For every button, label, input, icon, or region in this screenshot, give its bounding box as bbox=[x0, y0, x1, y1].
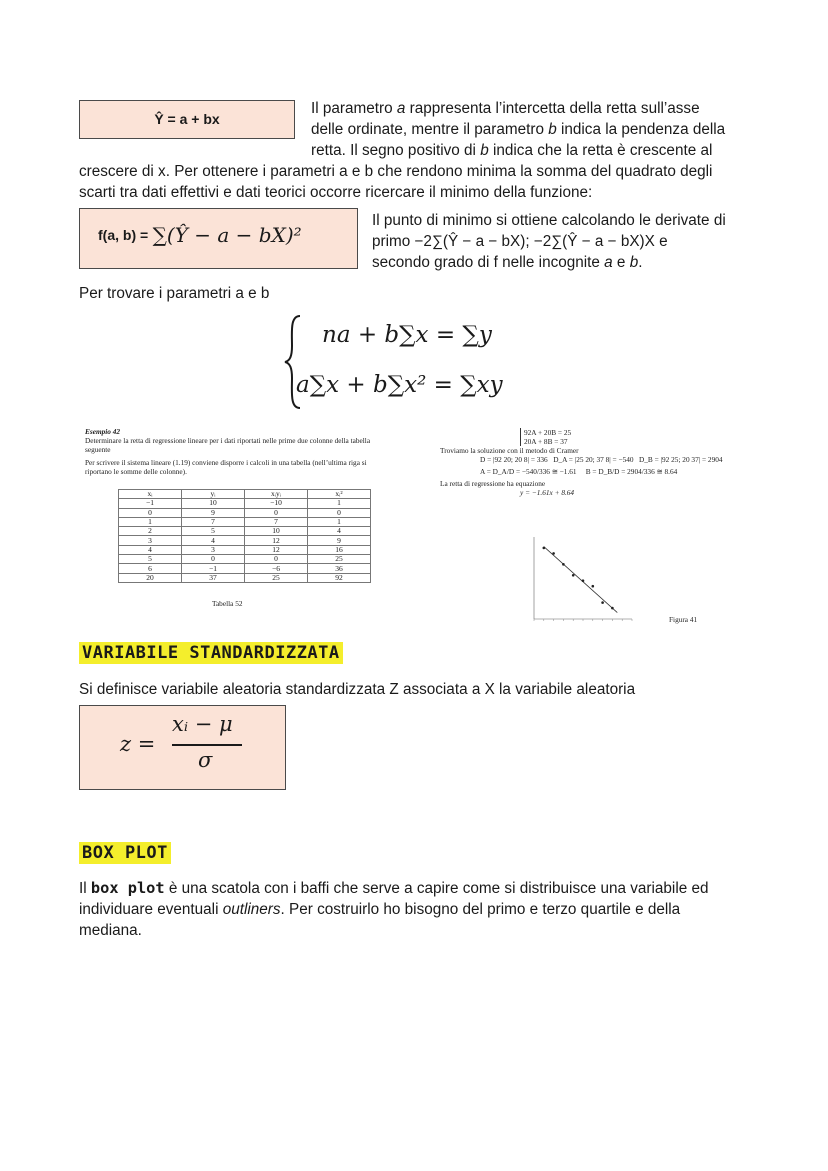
table-header: yᵢ bbox=[182, 490, 245, 499]
regression-formula: Ŷ = a + bx bbox=[154, 111, 220, 127]
function-label: f(a, b) = bbox=[98, 227, 149, 243]
table-cell: 16 bbox=[308, 545, 371, 554]
det-d: D = |92 20; 20 8| = 336 bbox=[480, 455, 548, 464]
data-point bbox=[611, 607, 614, 610]
p1-line-3: retta. Il segno positivo di b indica che la retta è crescente al bbox=[311, 142, 713, 159]
table-header: xᵢ² bbox=[308, 490, 371, 499]
solution-a: A = D_A/D = −540/336 ≅ −1.61 bbox=[480, 467, 577, 476]
table-cell: 4 bbox=[119, 545, 182, 554]
table-row bbox=[119, 564, 371, 573]
table-cell: 25 bbox=[308, 555, 371, 564]
data-point bbox=[572, 574, 575, 577]
z-denominator: σ bbox=[198, 748, 213, 772]
table-cell: −1 bbox=[119, 499, 182, 508]
example-system-2: 20A + 8B = 37 bbox=[524, 437, 568, 446]
data-point bbox=[601, 601, 604, 604]
table-cell: 12 bbox=[245, 536, 308, 545]
table-caption: Tabella 52 bbox=[212, 599, 243, 608]
table-row bbox=[119, 527, 371, 536]
table-cell: 12 bbox=[245, 545, 308, 554]
example-desc-3: Per scrivere il sistema lineare (1.19) conviene disporre i calcoli in una tabella (nell’ultima riga si bbox=[85, 458, 367, 467]
det-da: D_A = |25 20; 37 8| = −540 bbox=[553, 455, 634, 464]
table-row bbox=[119, 555, 371, 564]
table-cell: 7 bbox=[182, 517, 245, 526]
table-cell: 25 bbox=[245, 573, 308, 582]
cramer-intro: Troviamo la soluzione con il metodo di Cramer bbox=[440, 446, 579, 455]
table-cell: 0 bbox=[182, 555, 245, 564]
table-row bbox=[119, 536, 371, 545]
table-cell: −1 bbox=[182, 564, 245, 573]
scatter-plot bbox=[520, 533, 640, 625]
fit-line bbox=[544, 547, 618, 613]
paragraph-intercept bbox=[311, 98, 771, 161]
table-cell: 5 bbox=[182, 527, 245, 536]
data-point bbox=[562, 563, 565, 566]
p1-line-5: scarti tra dati effettivi e dati teorici occorre ricercare il minimo della funzione: bbox=[79, 184, 593, 201]
normal-equations bbox=[282, 312, 572, 412]
data-point bbox=[543, 547, 546, 550]
regression-eq: y = −1.61x + 8.64 bbox=[520, 488, 575, 497]
table-cell: 3 bbox=[182, 545, 245, 554]
table-cell: 1 bbox=[308, 499, 371, 508]
data-point bbox=[582, 579, 585, 582]
table-header-row bbox=[119, 490, 371, 499]
p2-line-3: secondo grado di f nelle incognite a e b. bbox=[372, 254, 643, 271]
table-row bbox=[119, 508, 371, 517]
table-cell: 3 bbox=[119, 536, 182, 545]
table-row bbox=[119, 545, 371, 554]
table-cell: 0 bbox=[119, 508, 182, 517]
table-cell: 6 bbox=[119, 564, 182, 573]
table-cell: 9 bbox=[308, 536, 371, 545]
table-cell: 10 bbox=[182, 499, 245, 508]
data-point bbox=[552, 552, 555, 555]
z-formula-box bbox=[79, 705, 286, 790]
table-cell: 92 bbox=[308, 573, 371, 582]
solution-b: B = D_B/D = 2904/336 ≅ 8.64 bbox=[585, 467, 678, 476]
example-block bbox=[85, 427, 425, 476]
table-cell: 7 bbox=[245, 517, 308, 526]
table-cell: −10 bbox=[245, 499, 308, 508]
heading-box-plot: BOX PLOT bbox=[79, 842, 171, 864]
regression-formula-box bbox=[79, 100, 295, 139]
p1-line-2: delle ordinate, mentre il parametro b indica la pendenza della bbox=[311, 121, 726, 138]
table-cell: 20 bbox=[119, 573, 182, 582]
cramer-block bbox=[440, 428, 770, 497]
example-desc-1: Determinare la retta di regressione lineare per i dati riportati nelle prime due colonne della tabella bbox=[85, 436, 371, 445]
table-cell: −6 bbox=[245, 564, 308, 573]
figure-caption: Figura 41 bbox=[669, 615, 698, 624]
paragraph-derivatives bbox=[372, 210, 772, 273]
table-cell: 0 bbox=[245, 508, 308, 517]
example-system-1: 92A + 20B = 25 bbox=[524, 428, 572, 437]
regression-intro: La retta di regressione ha equazione bbox=[440, 479, 546, 488]
heading-standardized: VARIABILE STANDARDIZZATA bbox=[79, 642, 343, 664]
box-line-2: individuare eventuali outliners. Per costruirlo ho bisogno del primo e terzo quartile e della bbox=[79, 901, 681, 918]
z-lhs: z = bbox=[120, 732, 156, 756]
table-cell: 4 bbox=[182, 536, 245, 545]
data-point bbox=[592, 585, 595, 588]
box-line-1: Il box plot è una scatola con i baffi che serve a capire come si distribuisce una variabile ed bbox=[79, 879, 709, 897]
table-row bbox=[119, 573, 371, 582]
example-desc-2: seguente bbox=[85, 445, 111, 454]
table-cell: 0 bbox=[308, 508, 371, 517]
table-cell: 37 bbox=[182, 573, 245, 582]
det-db: D_B = |92 25; 20 37| = 2904 bbox=[639, 455, 723, 464]
table-row bbox=[119, 517, 371, 526]
function-formula-box bbox=[79, 208, 358, 269]
params-intro: Per trovare i parametri a e b bbox=[79, 285, 270, 302]
box-plot-text bbox=[79, 878, 779, 941]
table-header: xᵢyᵢ bbox=[245, 490, 308, 499]
table-header: xᵢ bbox=[119, 490, 182, 499]
example-desc-4: riportano le somme delle colonne). bbox=[85, 467, 187, 476]
table-cell: 5 bbox=[119, 555, 182, 564]
table-cell: 10 bbox=[245, 527, 308, 536]
function-body: ∑(Ŷ − a − bX)² bbox=[152, 223, 302, 247]
system-eq-2: a∑x + b∑x² = ∑xy bbox=[296, 372, 503, 398]
p1-line-1: Il parametro a rappresenta l’intercetta della retta sull’asse bbox=[311, 100, 700, 117]
table-row bbox=[119, 499, 371, 508]
box-line-3: mediana. bbox=[79, 922, 142, 939]
system-eq-1: na + b∑x = ∑y bbox=[322, 322, 492, 348]
fraction-bar bbox=[172, 744, 242, 746]
table-cell: 2 bbox=[119, 527, 182, 536]
example-title: Esempio 42 bbox=[85, 427, 121, 436]
p2-line-1: Il punto di minimo si ottiene calcolando le derivate di bbox=[372, 212, 726, 229]
standard-text: Si definisce variabile aleatoria standardizzata Z associata a X la variabile aleatoria bbox=[79, 681, 636, 698]
p2-line-2: primo −2∑(Ŷ − a − bX); −2∑(Ŷ − a − bX)X e bbox=[372, 233, 668, 250]
z-numerator: xᵢ − μ bbox=[172, 712, 233, 736]
p1-line-4: crescere di x. Per ottenere i parametri a e b che rendono minima la somma del quadrato degli bbox=[79, 163, 713, 180]
table-52 bbox=[118, 489, 371, 583]
table-cell: 9 bbox=[182, 508, 245, 517]
table-cell: 36 bbox=[308, 564, 371, 573]
table-cell: 4 bbox=[308, 527, 371, 536]
table-cell: 1 bbox=[119, 517, 182, 526]
table-cell: 0 bbox=[245, 555, 308, 564]
table-cell: 1 bbox=[308, 517, 371, 526]
paragraph-minimum bbox=[79, 161, 779, 203]
